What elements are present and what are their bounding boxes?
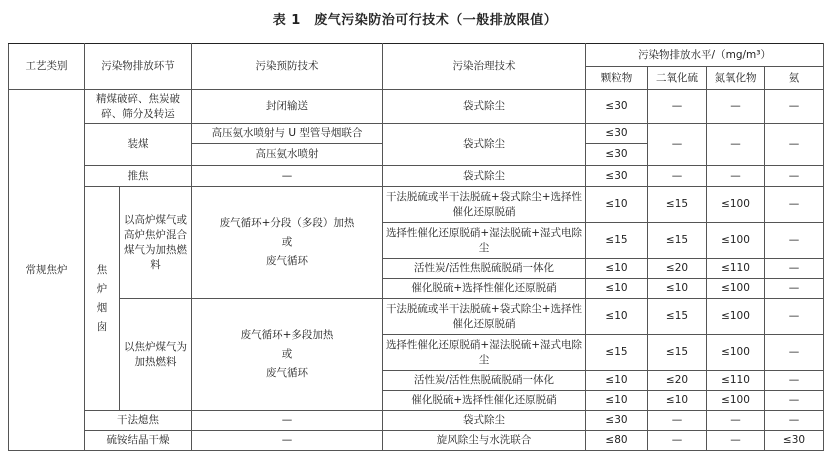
nh3-b2: — xyxy=(765,335,824,371)
nh3-crush: — xyxy=(765,90,824,124)
link-crush: 精煤破碎、焦炭破碎、筛分及转运 xyxy=(85,90,192,124)
treatment-b4: 催化脱硫+选择性催化还原脱硝 xyxy=(383,391,586,411)
nox-a4: ≤100 xyxy=(707,279,765,299)
so2-a2: ≤15 xyxy=(648,223,707,259)
so2-b4: ≤10 xyxy=(648,391,707,411)
emission-table xyxy=(8,43,824,451)
so2-dry-quench: — xyxy=(648,411,707,431)
prevention-charging-2: 高压氨水喷射 xyxy=(192,144,383,166)
link-pushing: 推焦 xyxy=(85,166,192,187)
so2-b1: ≤15 xyxy=(648,299,707,335)
header-prevention: 污染预防技术 xyxy=(192,44,383,90)
pm-a1: ≤10 xyxy=(586,187,648,223)
fuel-group-a: 以高炉煤气或高炉焦炉混合煤气为加热燃料 xyxy=(120,187,192,299)
so2-crush: — xyxy=(648,90,707,124)
prevention-charging-1: 高压氨水喷射与 U 型管导烟联合 xyxy=(192,124,383,144)
nox-crush: — xyxy=(707,90,765,124)
pm-crush: ≤30 xyxy=(586,90,648,124)
fuel-group-b: 以焦炉煤气为加热燃料 xyxy=(120,299,192,411)
link-charging: 装煤 xyxy=(85,124,192,166)
treatment-dry-quench: 袋式除尘 xyxy=(383,411,586,431)
pm-b3: ≤10 xyxy=(586,371,648,391)
prevention-ammonium-sulfate: — xyxy=(192,431,383,451)
treatment-b3: 活性炭/活性焦脱硫脱硝一体化 xyxy=(383,371,586,391)
pm-ammonium-sulfate: ≤80 xyxy=(586,431,648,451)
header-pm: 颗粒物 xyxy=(586,67,648,90)
header-link: 污染物排放环节 xyxy=(85,44,192,90)
pm-b1: ≤10 xyxy=(586,299,648,335)
so2-ammonium-sulfate: — xyxy=(648,431,707,451)
treatment-pushing: 袋式除尘 xyxy=(383,166,586,187)
nh3-a2: — xyxy=(765,223,824,259)
link-dry-quench: 干法熄焦 xyxy=(85,411,192,431)
header-nox: 氮氧化物 xyxy=(707,67,765,90)
nh3-pushing: — xyxy=(765,166,824,187)
treatment-b2: 选择性催化还原脱硝+湿法脱硫+湿式电除尘 xyxy=(383,335,586,371)
nh3-dry-quench: — xyxy=(765,411,824,431)
so2-charging: — xyxy=(648,124,707,166)
pm-b2: ≤15 xyxy=(586,335,648,371)
so2-a4: ≤10 xyxy=(648,279,707,299)
table-title: 表 1 废气污染防治可行技术（一般排放限值） xyxy=(272,13,558,28)
treatment-a3: 活性炭/活性焦脱硫脱硝一体化 xyxy=(383,259,586,279)
nox-b3: ≤110 xyxy=(707,371,765,391)
so2-pushing: — xyxy=(648,166,707,187)
nox-ammonium-sulfate: — xyxy=(707,431,765,451)
nox-dry-quench: — xyxy=(707,411,765,431)
treatment-a2: 选择性催化还原脱硝+湿法脱硫+湿式电除尘 xyxy=(383,223,586,259)
prevention-dry-quench: — xyxy=(192,411,383,431)
nh3-b4: — xyxy=(765,391,824,411)
treatment-crush: 袋式除尘 xyxy=(383,90,586,124)
prevention-crush: 封闭输送 xyxy=(192,90,383,124)
coke-oven-chimney-label xyxy=(85,187,120,411)
nox-b4: ≤100 xyxy=(707,391,765,411)
pm-charging-1: ≤30 xyxy=(586,124,648,144)
nh3-a4: — xyxy=(765,279,824,299)
so2-b3: ≤20 xyxy=(648,371,707,391)
nh3-a3: — xyxy=(765,259,824,279)
treatment-b1: 干法脱硫或半干法脱硫+袋式除尘+选择性催化还原脱硝 xyxy=(383,299,586,335)
pm-pushing: ≤30 xyxy=(586,166,648,187)
nh3-a1: — xyxy=(765,187,824,223)
treatment-a4: 催化脱硫+选择性催化还原脱硝 xyxy=(383,279,586,299)
pm-charging-2: ≤30 xyxy=(586,144,648,166)
pm-a3: ≤10 xyxy=(586,259,648,279)
pm-dry-quench: ≤30 xyxy=(586,411,648,431)
link-ammonium-sulfate: 硫铵结晶干燥 xyxy=(85,431,192,451)
so2-b2: ≤15 xyxy=(648,335,707,371)
nox-pushing: — xyxy=(707,166,765,187)
nox-a3: ≤110 xyxy=(707,259,765,279)
nox-a2: ≤100 xyxy=(707,223,765,259)
prevention-group-b: 废气循环+多段加热 或 废气循环 xyxy=(192,299,383,411)
so2-a3: ≤20 xyxy=(648,259,707,279)
nox-b2: ≤100 xyxy=(707,335,765,371)
nh3-b1: — xyxy=(765,299,824,335)
so2-a1: ≤15 xyxy=(648,187,707,223)
nox-b1: ≤100 xyxy=(707,299,765,335)
process-category: 常规焦炉 xyxy=(9,90,85,451)
pm-a4: ≤10 xyxy=(586,279,648,299)
nox-a1: ≤100 xyxy=(707,187,765,223)
treatment-ammonium-sulfate: 旋风除尘与水洗联合 xyxy=(383,431,586,451)
pm-b4: ≤10 xyxy=(586,391,648,411)
header-treatment: 污染治理技术 xyxy=(383,44,586,90)
treatment-charging: 袋式除尘 xyxy=(383,124,586,166)
nox-charging: — xyxy=(707,124,765,166)
header-process: 工艺类别 xyxy=(9,44,85,90)
nh3-charging: — xyxy=(765,124,824,166)
header-so2: 二氧化硫 xyxy=(648,67,707,90)
nh3-b3: — xyxy=(765,371,824,391)
treatment-a1: 干法脱硫或半干法脱硫+袋式除尘+选择性催化还原脱硝 xyxy=(383,187,586,223)
prevention-group-a: 废气循环+分段（多段）加热 或 废气循环 xyxy=(192,187,383,299)
prevention-pushing: — xyxy=(192,166,383,187)
header-nh3: 氨 xyxy=(765,67,824,90)
pm-a2: ≤15 xyxy=(586,223,648,259)
nh3-ammonium-sulfate: ≤30 xyxy=(765,431,824,451)
header-emission-level: 污染物排放水平/（mg/m³） xyxy=(586,44,824,67)
coke-oven-chimney-text: 焦炉烟囱 xyxy=(96,263,108,333)
